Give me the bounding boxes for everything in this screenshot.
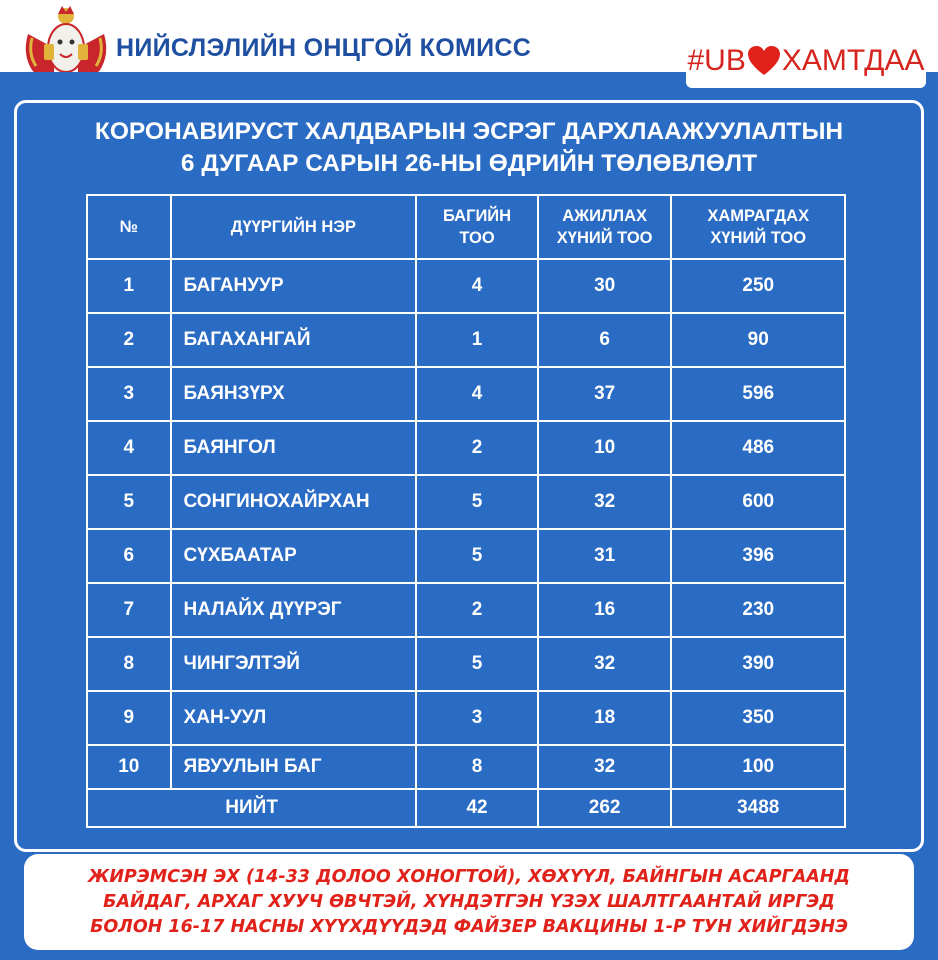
cell-district: СҮХБААТАР xyxy=(171,529,417,583)
cell-district: БАГАХАНГАЙ xyxy=(171,313,417,367)
notice-line-1: ЖИРЭМСЭН ЭХ (14-33 ДОЛОО ХОНОГТОЙ), ХӨХҮҮЛ, БАЙНГЫН АСАРГААНД xyxy=(87,866,851,887)
cell-workers: 31 xyxy=(538,529,672,583)
table-row xyxy=(87,313,845,367)
cell-teams: 1 xyxy=(416,313,538,367)
cell-teams: 4 xyxy=(416,259,538,313)
cell-district: БАЯНГОЛ xyxy=(171,421,417,475)
table-header-row xyxy=(87,195,845,259)
table-row xyxy=(87,637,845,691)
cell-workers: 16 xyxy=(538,583,672,637)
table-total-row xyxy=(87,789,845,827)
cell-workers: 10 xyxy=(538,421,672,475)
cell-workers: 30 xyxy=(538,259,672,313)
cell-no: 6 xyxy=(87,529,171,583)
hashtag-suffix: ХАМТДАА xyxy=(781,44,925,77)
hashtag-prefix: #UB xyxy=(687,44,746,77)
col-header-workers: АЖИЛЛАХ ХҮНИЙ ТОО xyxy=(538,195,672,259)
cell-no: 2 xyxy=(87,313,171,367)
table-row xyxy=(87,745,845,789)
hashtag-badge xyxy=(686,34,926,88)
cell-covered: 100 xyxy=(671,745,845,789)
cell-covered: 486 xyxy=(671,421,845,475)
cell-district: БАЯНЗҮРХ xyxy=(171,367,417,421)
cell-covered: 600 xyxy=(671,475,845,529)
table-row xyxy=(87,583,845,637)
table-row xyxy=(87,475,845,529)
cell-teams: 8 xyxy=(416,745,538,789)
cell-workers: 32 xyxy=(538,745,672,789)
table-row xyxy=(87,259,845,313)
cell-covered: 90 xyxy=(671,313,845,367)
cell-covered: 230 xyxy=(671,583,845,637)
table-row xyxy=(87,691,845,745)
table-row xyxy=(87,367,845,421)
cell-no: 8 xyxy=(87,637,171,691)
organization-name: НИЙСЛЭЛИЙН ОНЦГОЙ КОМИСС xyxy=(116,34,532,62)
table-row xyxy=(87,421,845,475)
page-title xyxy=(14,116,924,180)
cell-workers: 32 xyxy=(538,475,672,529)
cell-district: ЯВУУЛЫН БАГ xyxy=(171,745,417,789)
cell-no: 7 xyxy=(87,583,171,637)
cell-covered: 596 xyxy=(671,367,845,421)
col-header-covered: ХАМРАГДАХ ХҮНИЙ ТОО xyxy=(671,195,845,259)
notice-line-3: БОЛОН 16-17 НАСНЫ ХҮҮХДҮҮДЭД ФАЙЗЕР ВАКЦИНЫ 1-Р ТУН ХИЙГДЭНЭ xyxy=(90,916,848,937)
cell-no: 4 xyxy=(87,421,171,475)
cell-no: 10 xyxy=(87,745,171,789)
col-header-no: № xyxy=(87,195,171,259)
cell-teams: 5 xyxy=(416,529,538,583)
cell-teams: 5 xyxy=(416,637,538,691)
total-label: НИЙТ xyxy=(87,789,416,827)
total-teams: 42 xyxy=(416,789,538,827)
title-line-2: 6 ДУГААР САРЫН 26-НЫ ӨДРИЙН ТӨЛӨВЛӨЛТ xyxy=(180,150,758,177)
cell-no: 5 xyxy=(87,475,171,529)
cell-workers: 32 xyxy=(538,637,672,691)
cell-district: БАГАНУУР xyxy=(171,259,417,313)
total-covered: 3488 xyxy=(671,789,845,827)
cell-district: ХАН-УУЛ xyxy=(171,691,417,745)
cell-no: 3 xyxy=(87,367,171,421)
heart-icon xyxy=(747,45,781,77)
cell-teams: 4 xyxy=(416,367,538,421)
cell-covered: 396 xyxy=(671,529,845,583)
vaccination-plan-table xyxy=(86,194,846,828)
cell-covered: 250 xyxy=(671,259,845,313)
table-row xyxy=(87,529,845,583)
cell-teams: 3 xyxy=(416,691,538,745)
col-header-teams: БАГИЙН ТОО xyxy=(416,195,538,259)
title-line-1: КОРОНАВИРУСТ ХАЛДВАРЫН ЭСРЭГ ДАРХЛААЖУУЛАЛТЫН xyxy=(94,118,844,145)
total-workers: 262 xyxy=(538,789,672,827)
cell-workers: 37 xyxy=(538,367,672,421)
cell-covered: 390 xyxy=(671,637,845,691)
col-header-district: ДҮҮРГИЙН НЭР xyxy=(171,195,417,259)
cell-teams: 2 xyxy=(416,583,538,637)
cell-teams: 2 xyxy=(416,421,538,475)
cell-no: 9 xyxy=(87,691,171,745)
notice-line-2: БАЙДАГ, АРХАГ ХУУЧ ӨВЧТЭЙ, ХҮНДЭТГЭН ҮЗЭХ ШАЛТГААНТАЙ ИРГЭД xyxy=(103,891,835,912)
cell-district: ЧИНГЭЛТЭЙ xyxy=(171,637,417,691)
cell-no: 1 xyxy=(87,259,171,313)
cell-covered: 350 xyxy=(671,691,845,745)
cell-teams: 5 xyxy=(416,475,538,529)
eligibility-notice xyxy=(24,854,914,950)
cell-district: НАЛАЙХ ДҮҮРЭГ xyxy=(171,583,417,637)
cell-workers: 6 xyxy=(538,313,672,367)
cell-district: СОНГИНОХАЙРХАН xyxy=(171,475,417,529)
cell-workers: 18 xyxy=(538,691,672,745)
